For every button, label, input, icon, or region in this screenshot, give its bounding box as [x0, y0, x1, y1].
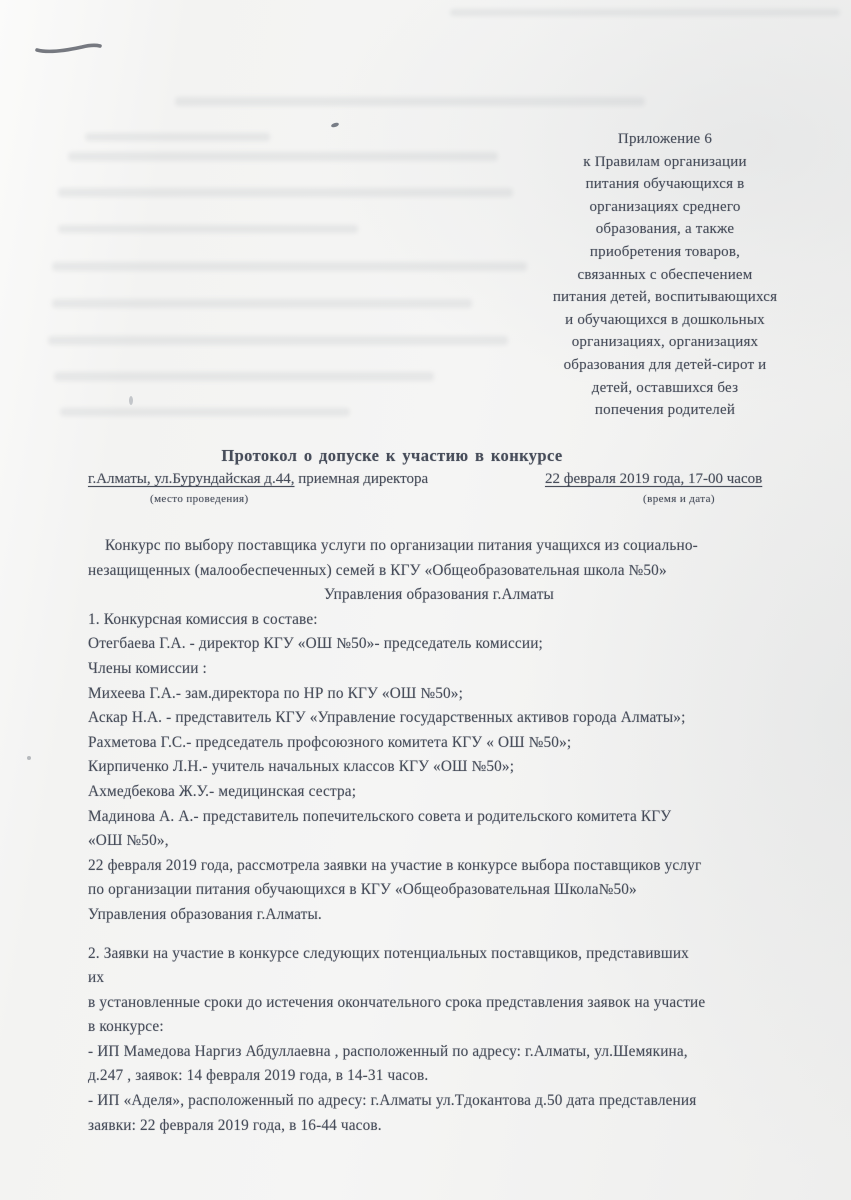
text-line: 2. Заявки на участие в конкурсе следующих потенциальных поставщиков, представивших [88, 944, 689, 962]
datetime-line [545, 471, 813, 505]
bleed-through-artifact [68, 152, 498, 161]
text-line: заявки: 22 февраля 2019 года, в 16-44 часов. [88, 1116, 382, 1134]
pen-mark [34, 38, 104, 58]
text-line: д.247 , заявок: 14 февраля 2019 года, в 14-31 часов. [88, 1067, 429, 1085]
bleed-through-artifact [58, 188, 513, 197]
appendix-line: к Правилам организации [583, 153, 747, 170]
venue-line [88, 471, 548, 505]
text-line: Ахмедбекова Ж.У.- медицинская сестра; [88, 782, 357, 800]
document-title: Протокол о допуске к участию в конкурсе [221, 446, 563, 465]
bleed-through-artifact [60, 408, 350, 416]
ink-speck [331, 122, 340, 128]
bleed-through-artifact [54, 372, 434, 381]
bleed-through-artifact [52, 262, 527, 271]
text-line: Управления образования г.Алматы. [88, 905, 322, 923]
bleed-through-artifact [450, 9, 840, 16]
document-body [88, 534, 790, 1138]
bleed-through-artifact [58, 225, 358, 233]
appendix-line: Приложение 6 [617, 131, 713, 147]
commission-section [88, 608, 790, 928]
text-line: по организации питания обучающихся в КГУ «Общеобразовательная Школа№50» [88, 881, 637, 899]
appendix-line: детей, оставшихся без [591, 379, 739, 396]
text-line: их [88, 969, 105, 987]
text-line: 22 февраля 2019 года, рассмотрела заявки на участие в конкурсе выбора поставщиков услуг [88, 856, 702, 874]
text-line: Михеева Г.А.- зам.директора по НР по КГУ «ОШ №50»; [88, 684, 464, 702]
venue-address: г.Алматы, ул.Бурундайская д.44, [88, 471, 295, 487]
appendix-line: образования, а также [595, 221, 735, 238]
venue-rest: приемная директора [294, 471, 429, 487]
text-line: в установленные сроки до истечения окончательного срока представления заявок на участие [88, 993, 706, 1011]
text-line: 1. Конкурсная комиссия в составе: [88, 610, 318, 628]
venue-caption: (место проведения) [150, 493, 249, 505]
intro-line-3: Управления образования г.Алматы [324, 586, 554, 604]
appendix-line: и обучающихся в дошкольных [565, 311, 765, 328]
text-line: Мадинова А. А.- представитель попечительского совета и родительского комитета КГУ [88, 807, 672, 825]
appendix-line: образования для детей-сирот и [563, 356, 767, 373]
text-line: - ИП Мамедова Наргиз Абдуллаевна , расположенный по адресу: г.Алматы, ул.Шемякина, [88, 1042, 688, 1060]
text-line: Рахметова Г.С.- председатель профсоюзного комитета КГУ « ОШ №50»; [88, 733, 572, 751]
text-line: Аскар Н.А. - представитель КГУ «Управление государственных активов города Алматы»; [88, 709, 686, 727]
text-line: «ОШ №50», [88, 832, 169, 850]
appendix-line: приобретения товаров, [589, 243, 741, 260]
datetime-value: 22 февраля 2019 года, 17-00 часов [545, 471, 763, 487]
bleed-through-artifact [52, 299, 472, 308]
text-line: Кирпиченко Л.Н.- учитель начальных классов КГУ «ОШ №50»; [88, 758, 515, 776]
appendix-line: попечения родителей [594, 402, 736, 419]
intro-line-2: незащищенных (малообеспеченных) семей в КГУ «Общеобразовательная школа №50» [88, 561, 667, 579]
text-line: - ИП «Аделя», расположенный по адресу: г.Алматы ул.Тдокантова д.50 дата представления [88, 1092, 697, 1110]
text-line: Отегбаева Г.А. - директор КГУ «ОШ №50»- председатель комиссии; [88, 635, 543, 653]
appendix-line: организациях, организациях [571, 334, 759, 351]
datetime-caption: (время и дата) [643, 493, 715, 505]
appendix-line: питания детей, воспитывающихся [552, 289, 778, 306]
bleed-through-artifact [48, 336, 508, 345]
appendix-block [520, 128, 810, 422]
ink-speck [27, 756, 31, 760]
text-line: Члены комиссии : [88, 659, 207, 677]
bleed-through-artifact [85, 133, 270, 141]
appendix-line: питания обучающихся в [585, 176, 745, 193]
applications-section [88, 942, 790, 1139]
intro-line-1: Конкурс по выбору поставщика услуги по организации питания учащихся из социально- [105, 537, 698, 554]
ink-speck [129, 396, 133, 405]
text-line: в конкурсе: [88, 1018, 164, 1036]
bleed-through-artifact [175, 97, 645, 106]
appendix-line: организациях среднего [589, 198, 741, 215]
appendix-line: связанных с обеспечением [577, 266, 753, 283]
